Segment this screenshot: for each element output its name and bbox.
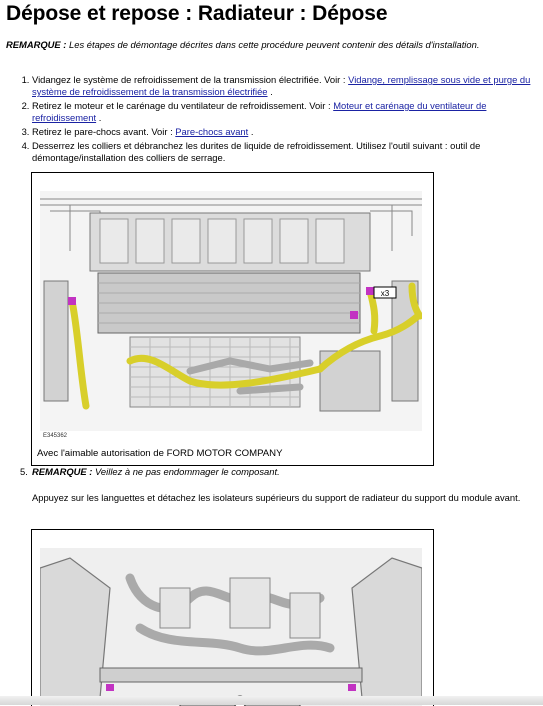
radiator-support-illustration	[40, 548, 422, 706]
step-item	[32, 100, 532, 124]
step-number: 5.	[20, 466, 28, 477]
figure-id: E345362	[43, 433, 68, 439]
link-pare-chocs[interactable]: Pare-chocs avant	[175, 126, 249, 137]
remark-text: Les étapes de démontage décrites dans cette procédure peuvent contenir des détails d'installation.	[69, 39, 480, 50]
radiator-hoses-illustration	[40, 191, 422, 431]
step-after: .	[270, 86, 273, 97]
link-vidange[interactable]: Vidange, remplissage sous vide et purge du système de refroidissement de la transmission électrifiée	[32, 74, 531, 97]
step-item	[32, 74, 532, 98]
step-item	[32, 126, 532, 138]
remark-note	[6, 39, 526, 51]
radiator-hoses-figure	[31, 172, 434, 466]
step-item-5	[20, 466, 522, 504]
step-text: Retirez le moteur et le carénage du ventilateur de refroidissement. Voir :	[32, 100, 334, 111]
link-moteur-carenage[interactable]: Moteur et carénage du ventilateur de refroidissement	[32, 100, 487, 123]
page-title: Dépose et repose : Radiateur : Dépose	[6, 2, 388, 25]
remark-label: REMARQUE :	[32, 466, 93, 477]
remark-inline	[32, 466, 280, 477]
step-after: .	[98, 112, 102, 123]
radiator-isolators-figure	[31, 529, 434, 706]
step-text: Retirez le pare-chocs avant. Voir :	[32, 126, 176, 137]
step-item	[32, 140, 532, 164]
step-text: Desserrez les colliers et débranchez les durites de liquide de refroidissement. Utilisez l'outil suivant : outil de démontage/installation des colliers de serrage.	[32, 140, 481, 163]
remark-label: REMARQUE :	[6, 39, 67, 50]
remark-text: Veillez à ne pas endommager le composant.	[95, 466, 280, 477]
procedure-steps	[0, 74, 532, 166]
figure-caption: Avec l'aimable autorisation de FORD MOTOR COMPANY	[37, 448, 283, 459]
step-after: .	[250, 126, 254, 137]
step-text: Vidangez le système de refroidissement de la transmission électrifiée. Voir :	[32, 74, 349, 85]
window-bottom-edge	[0, 696, 543, 705]
step-text: Appuyez sur les languettes et détachez les isolateurs supérieurs du support de radiateur du support du module avant.	[32, 492, 521, 503]
callout-x3: x3	[380, 289, 390, 298]
